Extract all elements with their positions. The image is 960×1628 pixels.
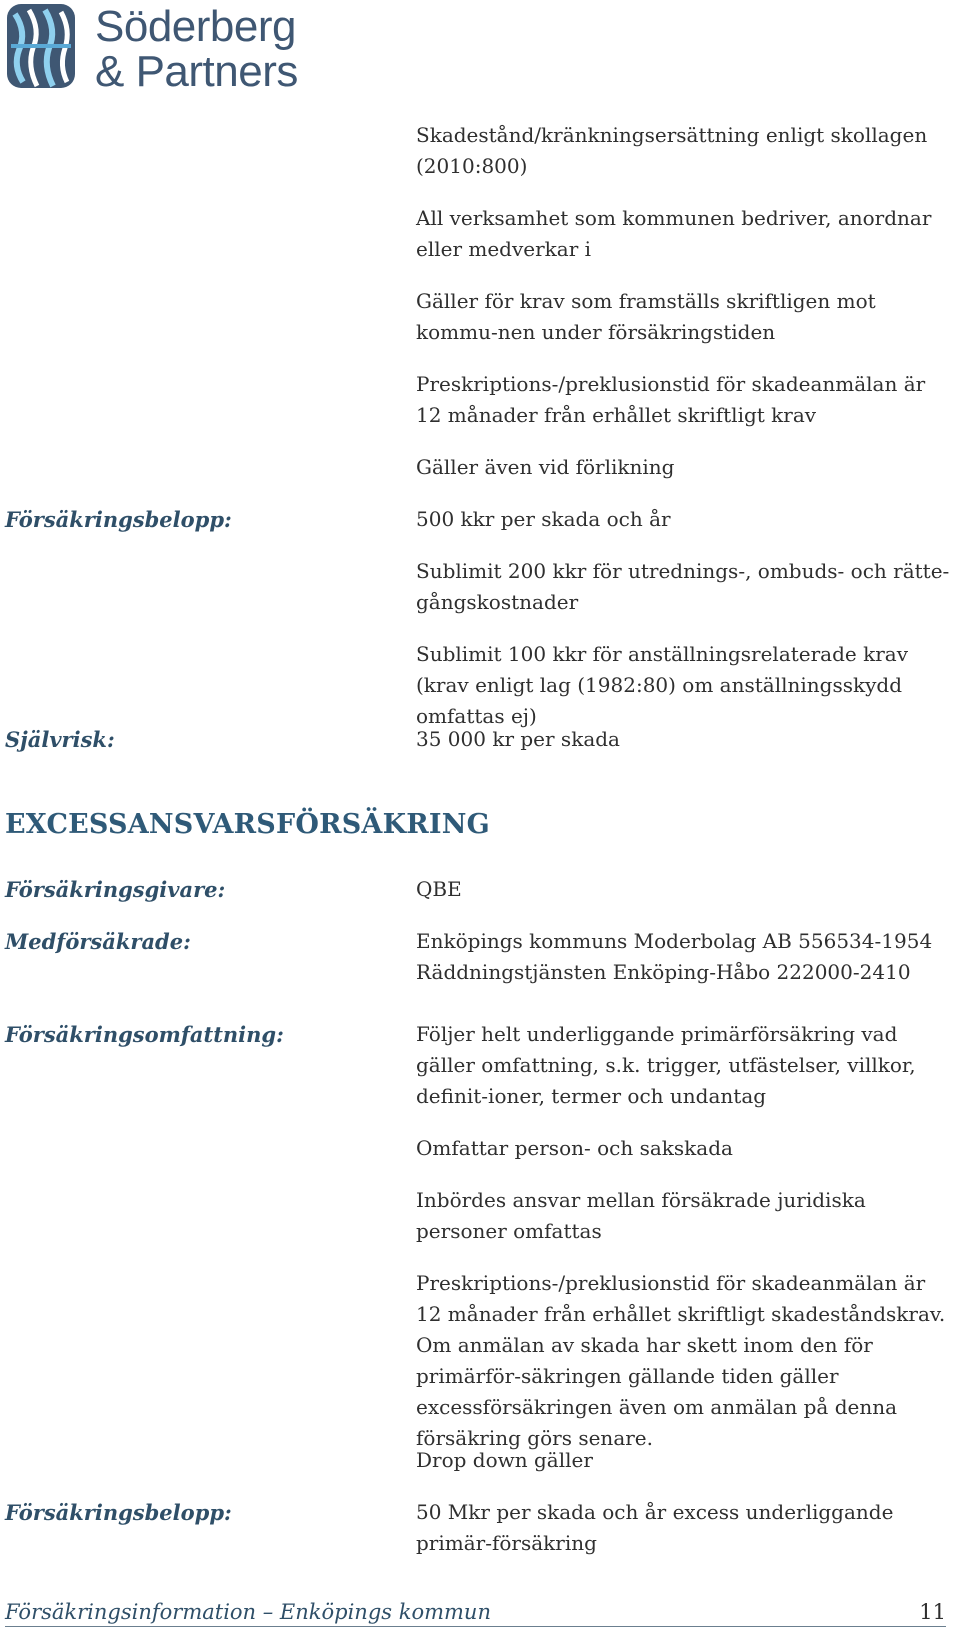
company-logo	[5, 2, 298, 94]
omfattning-item: Preskriptions-/preklusionstid för skadeanmälan är 12 månader från erhållet skriftligt skadeståndskrav. Om anmälan av skada har skett inom den för primärför-säkringen gällande tiden gäller excessförsäkringen även om anmälan på denna försäkring görs senare.	[416, 1271, 946, 1450]
belopp-value: 50 Mkr per skada och år excess underliggande primär-försäkring	[416, 1500, 894, 1555]
forsakringsomfattning-label: Försäkringsomfattning:	[5, 1022, 284, 1047]
omfattning-item: Inbördes ansvar mellan försäkrade juridiska personer omfattas	[416, 1188, 866, 1243]
omfattning-item: Drop down gäller	[416, 1448, 593, 1472]
belopp-item: Sublimit 100 kkr för anställningsrelaterade krav (krav enligt lag (1982:80) om anställningsskydd omfattas ej)	[416, 642, 909, 728]
page-number: 11	[919, 1600, 946, 1624]
medforsakrade-line: Räddningstjänsten Enköping-Håbo 222000-2410	[416, 960, 911, 984]
belopp-item: 500 kkr per skada och år	[416, 507, 671, 531]
logo-line-1: Söderberg	[95, 2, 296, 51]
sjalvrisk-label: Självrisk:	[5, 727, 115, 752]
omfattning-item: Omfattar person- och sakskada	[416, 1136, 733, 1160]
coverage-item: Preskriptions-/preklusionstid för skadeanmälan är 12 månader från erhållet skriftligt krav	[416, 372, 926, 427]
coverage-item: Gäller för krav som framställs skriftligen mot kommu-nen under försäkringstiden	[416, 289, 876, 344]
sjalvrisk-value: 35 000 kr per skada	[416, 727, 620, 751]
coverage-item: Skadestånd/kränkningsersättning enligt skollagen (2010:800)	[416, 123, 928, 178]
medforsakrade-label: Medförsäkrade:	[5, 929, 191, 954]
footer-title: Försäkringsinformation – Enköpings kommun	[5, 1600, 491, 1624]
section-heading: EXCESSANSVARSFÖRSÄKRING	[5, 809, 490, 840]
forsakringsgivare-value: QBE	[416, 877, 462, 901]
forsakringsbelopp-label: Försäkringsbelopp:	[5, 1500, 232, 1525]
forsakringsbelopp-label: Försäkringsbelopp:	[5, 507, 232, 532]
coverage-item: Gäller även vid förlikning	[416, 455, 675, 479]
footer-divider	[5, 1626, 946, 1627]
logo-emblem-icon	[5, 2, 77, 90]
medforsakrade-line: Enköpings kommuns Moderbolag AB 556534-1954	[416, 929, 933, 953]
omfattning-item: Följer helt underliggande primärförsäkring vad gäller omfattning, s.k. trigger, utfästelser, villkor, definit-ioner, termer och undantag	[416, 1022, 916, 1108]
logo-line-2: & Partners	[95, 47, 298, 96]
belopp-item: Sublimit 200 kkr för utrednings-, ombuds- och rätte-gångskostnader	[416, 559, 950, 614]
coverage-item: All verksamhet som kommunen bedriver, anordnar eller medverkar i	[416, 206, 932, 261]
logo-wordmark	[95, 4, 298, 94]
forsakringsgivare-label: Försäkringsgivare:	[5, 877, 226, 902]
